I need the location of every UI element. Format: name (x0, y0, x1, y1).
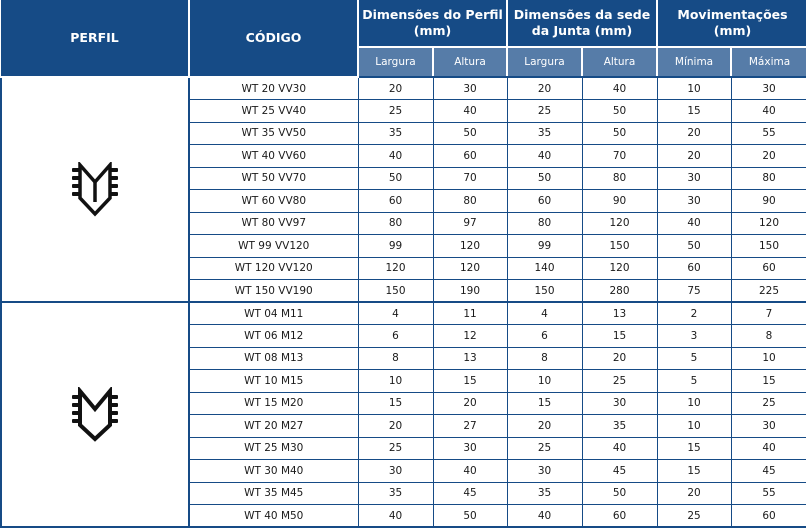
largura-cell: 80 (358, 212, 433, 235)
sede-altura-cell: 50 (582, 100, 657, 123)
sede-altura-cell: 90 (582, 190, 657, 213)
codigo-cell: WT 80 VV97 (189, 212, 358, 235)
minima-cell: 10 (657, 415, 731, 438)
sede-altura-cell: 120 (582, 212, 657, 235)
largura-cell: 20 (358, 77, 433, 100)
codigo-cell: WT 25 M30 (189, 437, 358, 460)
codigo-cell: WT 120 VV120 (189, 257, 358, 280)
sede-largura-cell: 10 (507, 370, 582, 393)
largura-cell: 40 (358, 145, 433, 168)
minima-cell: 30 (657, 167, 731, 190)
vv-joint-profile-icon (69, 162, 121, 218)
minima-cell: 20 (657, 122, 731, 145)
altura-cell: 12 (433, 325, 507, 348)
maxima-cell: 25 (731, 392, 806, 415)
sede-largura-cell: 150 (507, 280, 582, 303)
altura-cell: 30 (433, 77, 507, 100)
minima-cell: 30 (657, 190, 731, 213)
sede-altura-cell: 40 (582, 437, 657, 460)
maxima-cell: 55 (731, 482, 806, 505)
subheader-largura-sede: Largura (507, 47, 582, 77)
subheader-largura: Largura (358, 47, 433, 77)
minima-cell: 10 (657, 392, 731, 415)
largura-cell: 20 (358, 415, 433, 438)
altura-cell: 40 (433, 460, 507, 483)
altura-cell: 60 (433, 145, 507, 168)
profile-image-cell (1, 77, 189, 302)
altura-cell: 27 (433, 415, 507, 438)
largura-cell: 35 (358, 482, 433, 505)
largura-cell: 99 (358, 235, 433, 258)
altura-cell: 120 (433, 235, 507, 258)
sede-altura-cell: 70 (582, 145, 657, 168)
sede-altura-cell: 120 (582, 257, 657, 280)
sede-largura-cell: 20 (507, 415, 582, 438)
largura-cell: 35 (358, 122, 433, 145)
minima-cell: 10 (657, 77, 731, 100)
maxima-cell: 60 (731, 505, 806, 528)
codigo-cell: WT 20 VV30 (189, 77, 358, 100)
table-row (1, 77, 806, 100)
maxima-cell: 40 (731, 100, 806, 123)
minima-cell: 3 (657, 325, 731, 348)
sede-largura-cell: 15 (507, 392, 582, 415)
header-dimensoes-sede: Dimensões da sede da Junta (mm) (507, 0, 657, 47)
header-codigo: CÓDIGO (189, 0, 358, 77)
codigo-cell: WT 10 M15 (189, 370, 358, 393)
minima-cell: 15 (657, 437, 731, 460)
header-movimentacoes: Movimentações (mm) (657, 0, 806, 47)
sede-altura-cell: 35 (582, 415, 657, 438)
altura-cell: 40 (433, 100, 507, 123)
largura-cell: 40 (358, 505, 433, 528)
codigo-cell: WT 08 M13 (189, 347, 358, 370)
subheader-altura: Altura (433, 47, 507, 77)
sede-altura-cell: 60 (582, 505, 657, 528)
sede-altura-cell: 15 (582, 325, 657, 348)
codigo-cell: WT 20 M27 (189, 415, 358, 438)
maxima-cell: 30 (731, 77, 806, 100)
largura-cell: 120 (358, 257, 433, 280)
header-perfil: PERFIL (1, 0, 189, 77)
maxima-cell: 20 (731, 145, 806, 168)
altura-cell: 80 (433, 190, 507, 213)
codigo-cell: WT 150 VV190 (189, 280, 358, 303)
subheader-minima: Mínima (657, 47, 731, 77)
altura-cell: 20 (433, 392, 507, 415)
sede-altura-cell: 20 (582, 347, 657, 370)
largura-cell: 8 (358, 347, 433, 370)
maxima-cell: 15 (731, 370, 806, 393)
sede-largura-cell: 99 (507, 235, 582, 258)
sede-largura-cell: 40 (507, 145, 582, 168)
altura-cell: 30 (433, 437, 507, 460)
sede-altura-cell: 280 (582, 280, 657, 303)
sede-altura-cell: 13 (582, 302, 657, 325)
maxima-cell: 55 (731, 122, 806, 145)
codigo-cell: WT 40 VV60 (189, 145, 358, 168)
minima-cell: 15 (657, 100, 731, 123)
sede-largura-cell: 80 (507, 212, 582, 235)
profile-image-cell (1, 302, 189, 527)
sede-largura-cell: 60 (507, 190, 582, 213)
minima-cell: 50 (657, 235, 731, 258)
maxima-cell: 10 (731, 347, 806, 370)
minima-cell: 75 (657, 280, 731, 303)
sede-largura-cell: 30 (507, 460, 582, 483)
minima-cell: 20 (657, 482, 731, 505)
minima-cell: 5 (657, 370, 731, 393)
sede-largura-cell: 35 (507, 482, 582, 505)
codigo-cell: WT 35 M45 (189, 482, 358, 505)
maxima-cell: 7 (731, 302, 806, 325)
altura-cell: 13 (433, 347, 507, 370)
minima-cell: 60 (657, 257, 731, 280)
largura-cell: 6 (358, 325, 433, 348)
maxima-cell: 80 (731, 167, 806, 190)
altura-cell: 50 (433, 122, 507, 145)
altura-cell: 11 (433, 302, 507, 325)
altura-cell: 97 (433, 212, 507, 235)
sede-altura-cell: 50 (582, 122, 657, 145)
codigo-cell: WT 40 M50 (189, 505, 358, 528)
altura-cell: 45 (433, 482, 507, 505)
largura-cell: 10 (358, 370, 433, 393)
altura-cell: 120 (433, 257, 507, 280)
minima-cell: 5 (657, 347, 731, 370)
minima-cell: 2 (657, 302, 731, 325)
maxima-cell: 30 (731, 415, 806, 438)
minima-cell: 15 (657, 460, 731, 483)
table-body (1, 77, 806, 527)
m-joint-profile-icon (69, 387, 121, 443)
sede-largura-cell: 140 (507, 257, 582, 280)
sede-largura-cell: 25 (507, 100, 582, 123)
sede-largura-cell: 6 (507, 325, 582, 348)
codigo-cell: WT 25 VV40 (189, 100, 358, 123)
maxima-cell: 40 (731, 437, 806, 460)
maxima-cell: 150 (731, 235, 806, 258)
maxima-cell: 90 (731, 190, 806, 213)
largura-cell: 4 (358, 302, 433, 325)
codigo-cell: WT 50 VV70 (189, 167, 358, 190)
minima-cell: 25 (657, 505, 731, 528)
sede-largura-cell: 35 (507, 122, 582, 145)
altura-cell: 70 (433, 167, 507, 190)
largura-cell: 25 (358, 100, 433, 123)
sede-altura-cell: 150 (582, 235, 657, 258)
subheader-altura-sede: Altura (582, 47, 657, 77)
maxima-cell: 120 (731, 212, 806, 235)
codigo-cell: WT 06 M12 (189, 325, 358, 348)
largura-cell: 60 (358, 190, 433, 213)
minima-cell: 40 (657, 212, 731, 235)
header-dimensoes-perfil: Dimensões do Perfil (mm) (358, 0, 507, 47)
sede-altura-cell: 50 (582, 482, 657, 505)
sede-altura-cell: 30 (582, 392, 657, 415)
codigo-cell: WT 15 M20 (189, 392, 358, 415)
sede-largura-cell: 50 (507, 167, 582, 190)
sede-altura-cell: 80 (582, 167, 657, 190)
maxima-cell: 225 (731, 280, 806, 303)
table-row (1, 302, 806, 325)
largura-cell: 25 (358, 437, 433, 460)
altura-cell: 50 (433, 505, 507, 528)
altura-cell: 190 (433, 280, 507, 303)
sede-largura-cell: 20 (507, 77, 582, 100)
codigo-cell: WT 30 M40 (189, 460, 358, 483)
codigo-cell: WT 99 VV120 (189, 235, 358, 258)
sede-altura-cell: 45 (582, 460, 657, 483)
sede-largura-cell: 8 (507, 347, 582, 370)
altura-cell: 15 (433, 370, 507, 393)
sede-altura-cell: 40 (582, 77, 657, 100)
largura-cell: 30 (358, 460, 433, 483)
sede-largura-cell: 40 (507, 505, 582, 528)
maxima-cell: 45 (731, 460, 806, 483)
maxima-cell: 8 (731, 325, 806, 348)
minima-cell: 20 (657, 145, 731, 168)
codigo-cell: WT 04 M11 (189, 302, 358, 325)
largura-cell: 15 (358, 392, 433, 415)
sede-largura-cell: 25 (507, 437, 582, 460)
largura-cell: 150 (358, 280, 433, 303)
subheader-maxima: Máxima (731, 47, 806, 77)
largura-cell: 50 (358, 167, 433, 190)
sede-largura-cell: 4 (507, 302, 582, 325)
maxima-cell: 60 (731, 257, 806, 280)
sede-altura-cell: 25 (582, 370, 657, 393)
codigo-cell: WT 60 VV80 (189, 190, 358, 213)
codigo-cell: WT 35 VV50 (189, 122, 358, 145)
